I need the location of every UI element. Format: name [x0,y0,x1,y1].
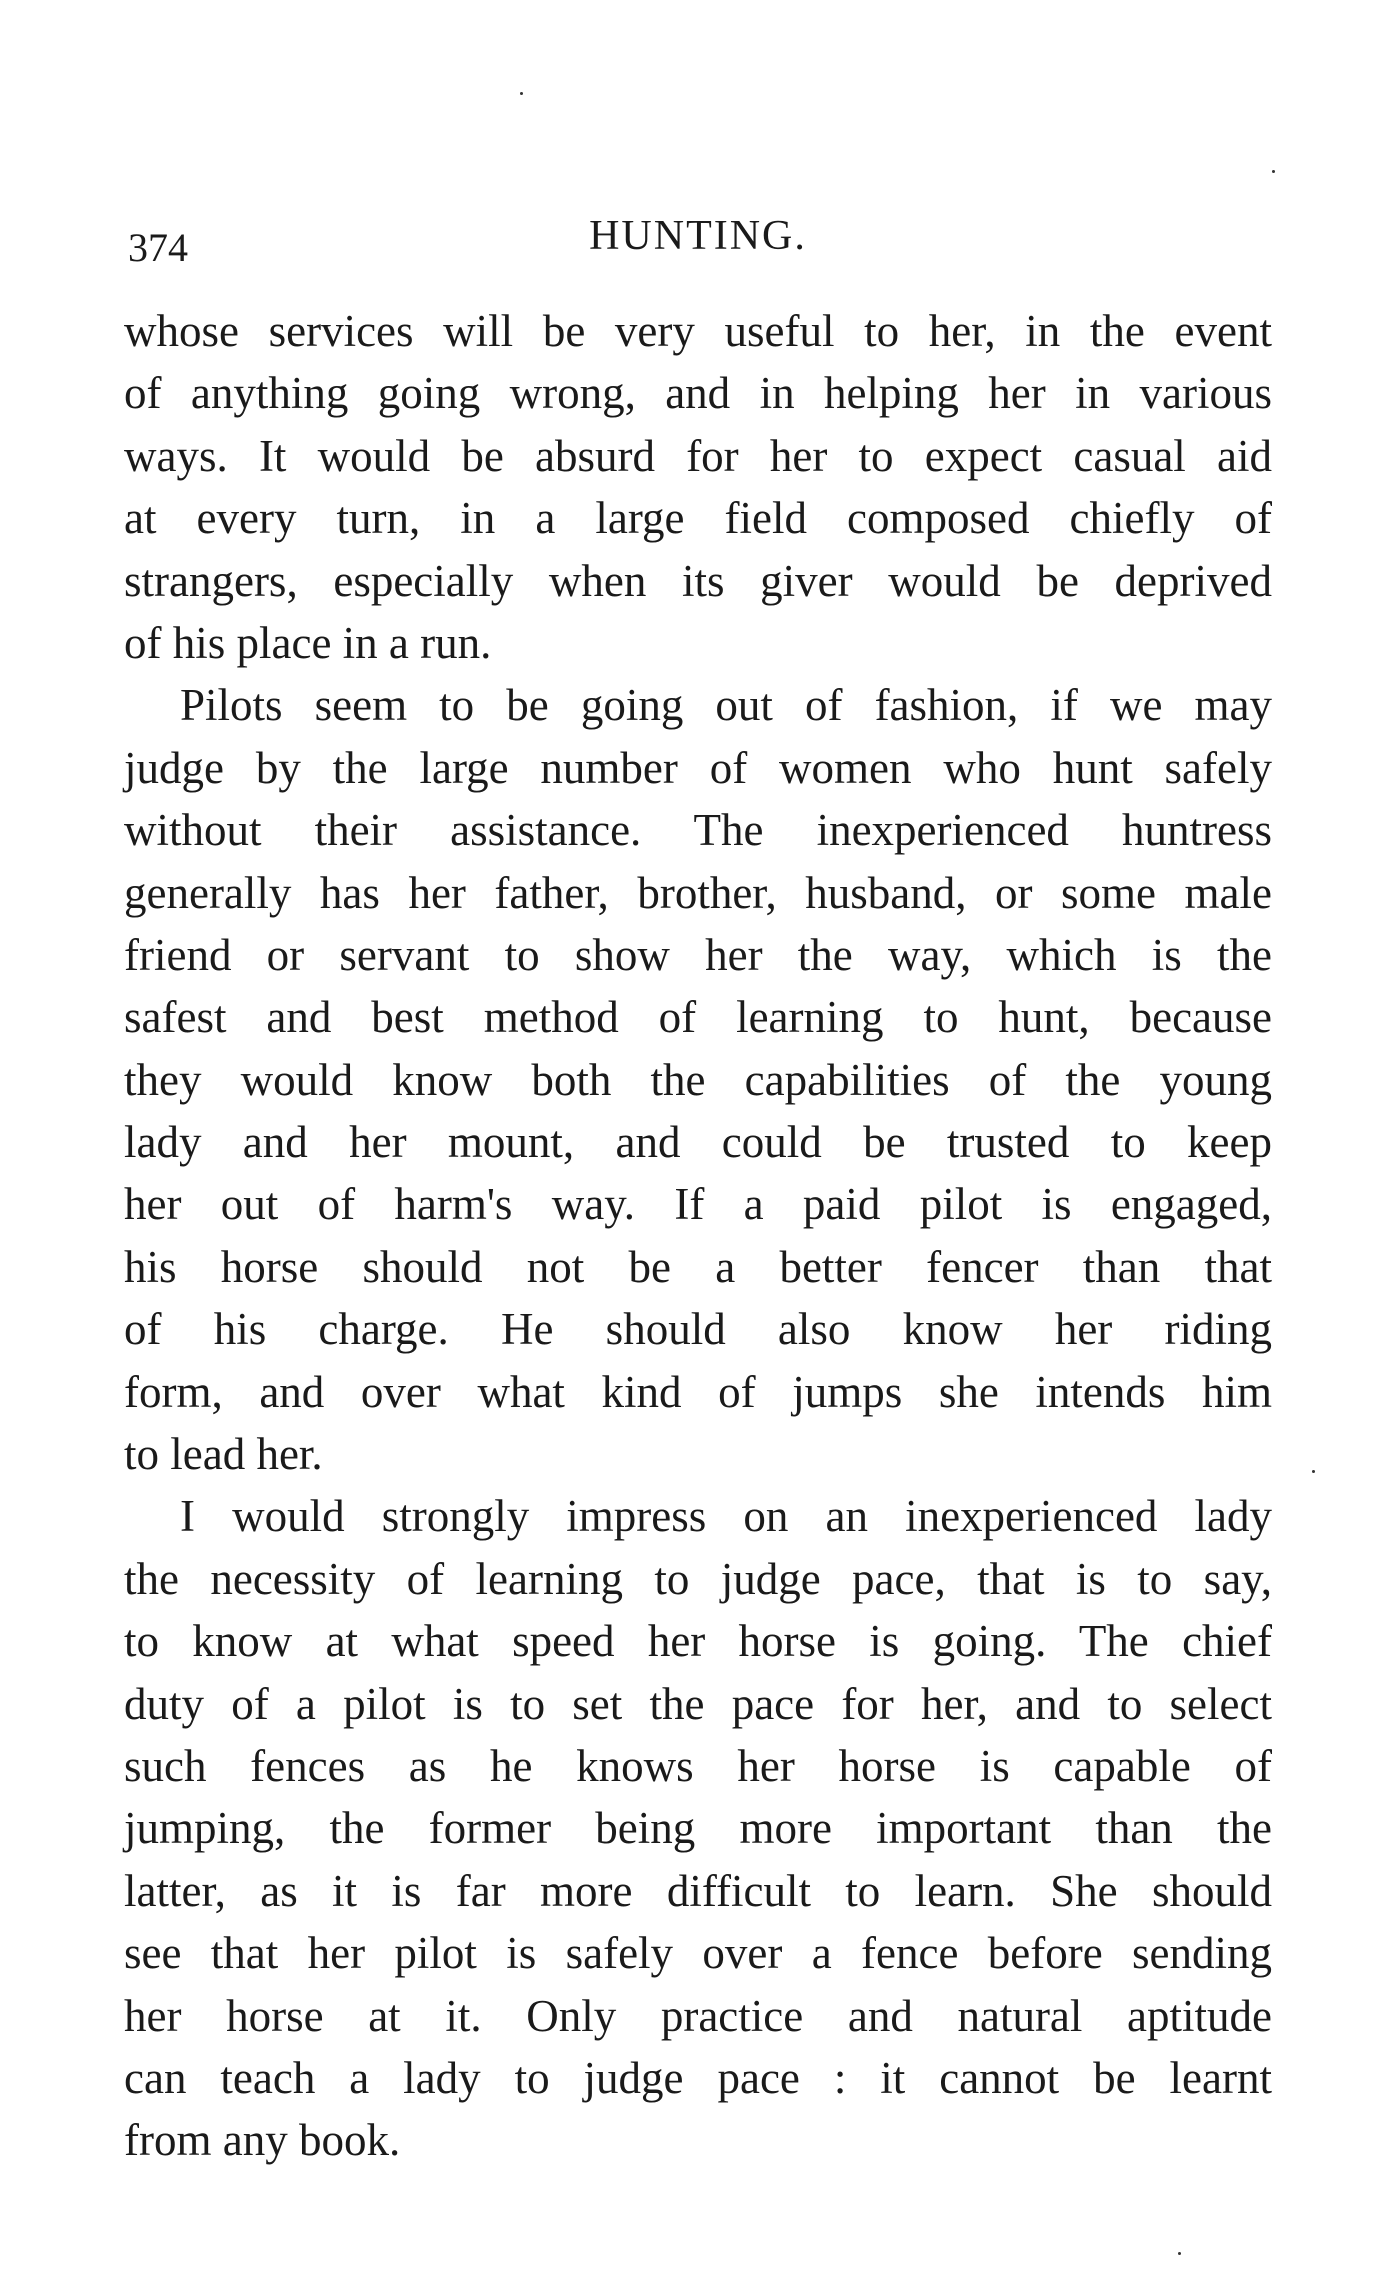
text-line: whose services will be very useful to her, in the event [124,306,1272,356]
running-header [128,212,1268,272]
text-line: safest and best method of learning to hunt, because [124,992,1272,1043]
text-line: latter, as it is far more difficult to learn. She should [124,1865,1272,1916]
text-line: I would strongly impress on an inexperienced lady [180,1491,1272,1542]
text-line: duty of a pilot is to set the pace for her, and to select [124,1678,1272,1729]
text-line: to lead her. [124,1429,323,1480]
text-line: the necessity of learning to judge pace, that is to say, [124,1553,1272,1604]
text-line: see that her pilot is safely over a fence before sending [124,1928,1272,1979]
text-line: such fences as he knows her horse is capable of [124,1740,1272,1791]
text-line: strangers, especially when its giver would be deprived [124,555,1272,606]
text-line: lady and her mount, and could be trusted to keep [124,1117,1272,1168]
text-line: friend or servant to show her the way, which is the [124,929,1272,980]
text-line: of his place in a run. [124,617,492,668]
print-speck [1178,2252,1181,2255]
text-line: without their assistance. The inexperienced huntress [124,805,1272,856]
text-line: her out of harm's way. If a paid pilot is engaged, [124,1179,1272,1230]
print-speck [520,92,523,95]
text-line: at every turn, in a large field composed chiefly of [124,493,1272,544]
text-line: of anything going wrong, and in helping her in various [124,368,1272,419]
text-line: can teach a lady to judge pace : it cannot be learnt [124,2052,1272,2103]
text-line: ways. It would be absurd for her to expect casual aid [124,430,1272,481]
text-line: form, and over what kind of jumps she intends him [124,1366,1272,1417]
page-number: 374 [128,225,188,270]
body-text [124,300,1272,2172]
text-line: her horse at it. Only practice and natural aptitude [124,1990,1272,2041]
text-line: jumping, the former being more important than the [124,1803,1272,1854]
text-line: to know at what speed her horse is going. The chief [124,1616,1272,1667]
print-speck [1312,1470,1315,1473]
text-line: judge by the large number of women who hunt safely [124,742,1272,793]
text-line: of his charge. He should also know her riding [124,1304,1272,1355]
text-line: Pilots seem to be going out of fashion, if we may [180,680,1272,731]
paragraph [124,674,1272,1485]
paragraph [124,1485,1272,2171]
running-title: HUNTING. [589,213,807,259]
text-line: they would know both the capabilities of the young [124,1054,1272,1105]
paragraph [124,300,1272,674]
print-speck [1272,170,1275,173]
text-line: his horse should not be a better fencer than that [124,1241,1272,1292]
text-line: generally has her father, brother, husband, or some male [124,867,1272,918]
text-line: from any book. [124,2115,401,2166]
